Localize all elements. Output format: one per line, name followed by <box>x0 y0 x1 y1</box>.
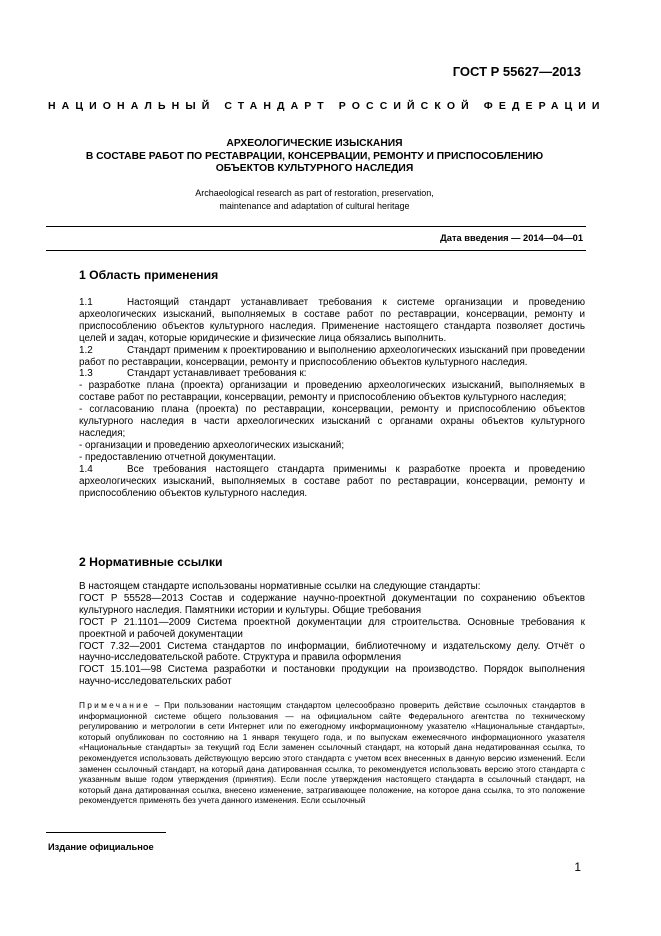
list-item: - организации и проведению археологических изысканий; <box>79 439 345 451</box>
clause-text: Стандарт устанавливает требования к: <box>127 368 307 380</box>
reference-item: ГОСТ Р 55528—2013 Состав и содержание научно-проектной документации по сохранению объектов культурного наследия. Памятники истории и культуры. Общие требования <box>79 592 585 616</box>
title-ru-line: В СОСТАВЕ РАБОТ ПО РЕСТАВРАЦИИ, КОНСЕРВАЦИИ, РЕМОНТУ И ПРИСПОСОБЛЕНИЮ <box>85 150 544 162</box>
title-ru-line: ОБЪЕКТОВ КУЛЬТУРНОГО НАСЛЕДИЯ <box>215 163 414 174</box>
section-1-body <box>79 297 585 499</box>
footnote-divider <box>46 832 166 833</box>
clause-number: 1.1 <box>79 297 93 308</box>
gost-code: ГОСТ Р 55627—2013 <box>452 64 581 79</box>
references-intro: В настоящем стандарте использованы нормативные ссылки на следующие стандарты: <box>79 581 481 592</box>
note <box>79 700 585 806</box>
list-item: - предоставлению отчетной документации. <box>79 451 277 463</box>
clause-1-1 <box>79 297 585 345</box>
introduction-date: Дата введения — 2014—04—01 <box>440 233 583 243</box>
reference-item: ГОСТ 15.101—98 Система разработки и постановки продукции на производство. Порядок выполнения научно-исследовательских работ <box>79 664 585 688</box>
document-title-en <box>48 187 581 212</box>
title-en-line: maintenance and adaptation of cultural heritage <box>219 200 410 211</box>
note-text: – При пользовании настоящим стандартом целесообразно проверить действие ссылочных стандартов в информационной системе общего пользования — на официальном сайте Федерального агентства по техническому регулированию и метрологии в сети Интернет или по ежегодному информационному указателю «Национальные стандарты», который опубликован по состоянию на 1 января текущего года, и по выпускам ежемесячного информационного указателя «Национальные стандарты» за текущий год Если заменен ссылочный стандарт, на который дана недатированная ссылка, то рекомендуется использовать действующую версию этого стандарта с учетом всех внесенных в данную версию изменений. Если заменен ссылочный стандарт, на который дана датированная ссылка, то рекомендуется использовать версию этого стандарта с указанным выше годом утверждения (принятия). Если после утверждения настоящего стандарта в ссылочный стандарт, на который дана датированная ссылка, внесено изменение, затрагивающее положение, на которое дана ссылка, то это положение рекомендуется применять без учета данного изменения. Если ссылочный <box>79 700 585 806</box>
clause-text: Стандарт применим к проектированию и выполнению археологических изысканий при проведении работ по реставрации, консервации, ремонту и приспособлению объектов культурного наследия. <box>79 344 585 368</box>
note-label: Примечание <box>79 700 151 710</box>
section-2-heading: 2 Нормативные ссылки <box>79 555 223 569</box>
list-item: - согласованию плана (проекта) по реставрации, консервации, ремонту и приспособлению объектов культурного наследия в части археологических изысканий с органами охраны объектов культурного наследия; <box>79 404 585 439</box>
clause-1-2 <box>79 345 585 369</box>
section-2-body <box>79 581 585 688</box>
title-ru-line: АРХЕОЛОГИЧЕСКИЕ ИЗЫСКАНИЯ <box>226 138 403 149</box>
edition-label: Издание официальное <box>48 842 154 852</box>
section-1-heading: 1 Область применения <box>79 268 219 282</box>
clause-number: 1.2 <box>79 344 93 356</box>
list-item: - разработке плана (проекта) организации и проведению археологических изысканий, выполняемых в составе работ по реставрации, консервации, ремонту и приспособлению объектов культурного наследия; <box>79 380 585 404</box>
clause-text: Настоящий стандарт устанавливает требования к системе организации и проведению археологических изысканий, выполняемых в составе работ по реставрации, консервации, ремонту и приспособлению объектов культурного наследия. Применение настоящего стандарта позволяет достичь целей и задач, которые юридические и физические лица обязались выполнить. <box>79 297 585 344</box>
clause-text: Все требования настоящего стандарта применимы к разработке проекта и проведению археологических изысканий, выполняемых в составе работ по реставрации, консервации, ремонту и приспособлению объектов культурного наследия. <box>79 463 585 499</box>
clause-number: 1.3 <box>79 368 93 380</box>
title-en-line: Archaeological research as part of restoration, preservation, <box>195 188 434 198</box>
clause-number: 1.4 <box>79 463 93 475</box>
reference-item: ГОСТ 7.32—2001 Система стандартов по информации, библиотечному и издательскому делу. Отчёт о научно-исследовательской работе. Структура и правила оформления <box>79 640 585 664</box>
page-number: 1 <box>574 860 581 874</box>
clause-1-4 <box>79 464 585 500</box>
reference-item: ГОСТ Р 21.1101—2009 Система проектной документации для строительства. Основные требования к проектной и рабочей документации <box>79 616 585 640</box>
national-standard-heading: НАЦИОНАЛЬНЫЙ СТАНДАРТ РОССИЙСКОЙ ФЕДЕРАЦИИ <box>48 100 606 112</box>
divider-bottom <box>46 250 586 251</box>
note-paragraph <box>79 700 585 806</box>
divider-top <box>46 226 586 227</box>
document-title-ru <box>48 138 581 176</box>
clause-1-3 <box>79 368 585 380</box>
